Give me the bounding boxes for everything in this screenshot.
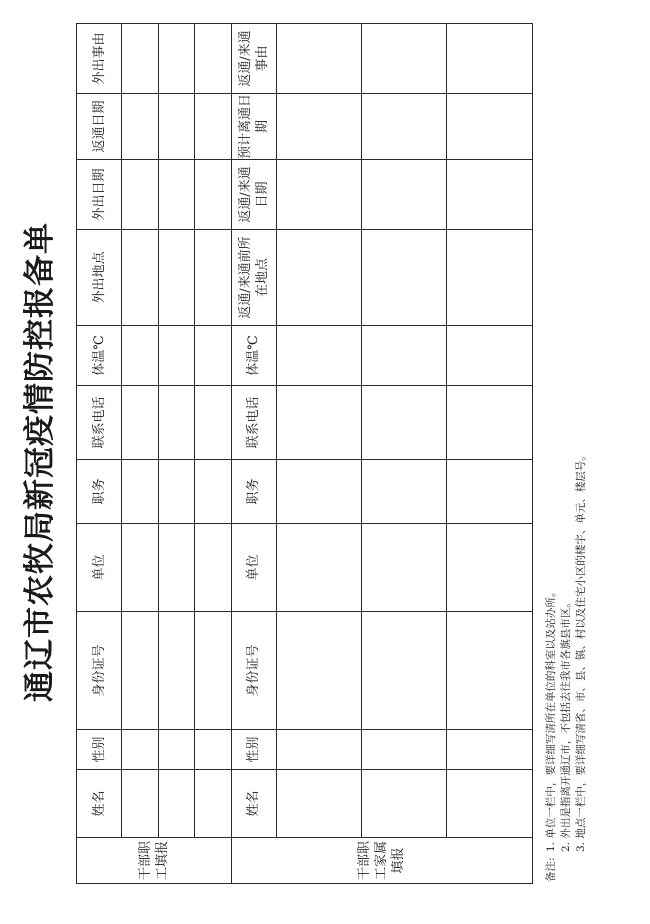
table-row [122, 24, 159, 884]
blank-cell[interactable] [276, 230, 361, 326]
blank-cell[interactable] [447, 94, 533, 160]
blank-cell[interactable] [276, 524, 361, 612]
blank-cell[interactable] [122, 230, 159, 326]
blank-cell[interactable] [122, 770, 159, 838]
note-row-3 [574, 450, 589, 882]
blank-cell[interactable] [158, 730, 195, 770]
blank-cell[interactable] [447, 730, 533, 770]
header-cell: 身份证号 [77, 612, 122, 730]
blank-cell[interactable] [276, 386, 361, 460]
blank-cell[interactable] [158, 24, 195, 94]
blank-cell[interactable] [195, 770, 232, 838]
blank-cell[interactable] [447, 386, 533, 460]
header-cell: 返通/来通前所在地点 [231, 230, 276, 326]
header-cell: 职务 [231, 460, 276, 524]
note-row-2 [559, 450, 574, 882]
blank-cell[interactable] [122, 326, 159, 386]
report-table [76, 23, 533, 884]
blank-cell[interactable] [361, 24, 446, 94]
blank-cell[interactable] [276, 24, 361, 94]
note-item-1: 1. 单位一栏中，要详细写清所在单位的科室以及站办所。 [545, 586, 557, 852]
blank-cell[interactable] [195, 160, 232, 230]
blank-cell[interactable] [447, 770, 533, 838]
blank-cell[interactable] [195, 730, 232, 770]
note-row-1 [544, 450, 559, 882]
header-cell: 外出日期 [77, 160, 122, 230]
note-item-3: 3. 地点一栏中，要详细写清省、市、县、镇、村以及住宅小区的楼宇、单元、楼层号。 [575, 450, 587, 852]
header-cell: 性别 [77, 730, 122, 770]
blank-cell[interactable] [158, 524, 195, 612]
table-row [276, 24, 361, 884]
group-label-text: 干部职工家属填报 [357, 841, 407, 881]
blank-cell[interactable] [122, 730, 159, 770]
blank-cell[interactable] [195, 24, 232, 94]
table-row [447, 24, 533, 884]
blank-cell[interactable] [122, 612, 159, 730]
blank-cell[interactable] [447, 326, 533, 386]
header-cell: 姓名 [77, 770, 122, 838]
group-label-text: 干部职工填报 [137, 841, 170, 881]
header-cell: 身份证号 [231, 612, 276, 730]
blank-cell[interactable] [361, 386, 446, 460]
note-item-2: 2. 外出是指离开通辽市，不包括去往我市各旗县市区。 [560, 597, 572, 852]
blank-cell[interactable] [158, 460, 195, 524]
blank-cell[interactable] [447, 230, 533, 326]
document-title: 通辽市农牧局新冠疫情防控报备单 [22, 222, 58, 702]
blank-cell[interactable] [361, 230, 446, 326]
blank-cell[interactable] [122, 160, 159, 230]
blank-cell[interactable] [122, 24, 159, 94]
table-row [361, 24, 446, 884]
table-row [195, 24, 232, 884]
header-cell: 返通/来通日期 [231, 160, 276, 230]
notes-label: 备注: [545, 857, 557, 882]
blank-cell[interactable] [195, 230, 232, 326]
blank-cell[interactable] [447, 612, 533, 730]
header-cell: 联系电话 [77, 386, 122, 460]
blank-cell[interactable] [361, 770, 446, 838]
blank-cell[interactable] [276, 326, 361, 386]
blank-cell[interactable] [276, 730, 361, 770]
blank-cell[interactable] [361, 730, 446, 770]
blank-cell[interactable] [158, 612, 195, 730]
blank-cell[interactable] [361, 460, 446, 524]
blank-cell[interactable] [158, 770, 195, 838]
blank-cell[interactable] [447, 524, 533, 612]
header-cell: 职务 [77, 460, 122, 524]
blank-cell[interactable] [447, 24, 533, 94]
blank-cell[interactable] [122, 386, 159, 460]
blank-cell[interactable] [122, 460, 159, 524]
blank-cell[interactable] [158, 160, 195, 230]
blank-cell[interactable] [195, 612, 232, 730]
blank-cell[interactable] [361, 160, 446, 230]
blank-cell[interactable] [447, 460, 533, 524]
blank-cell[interactable] [361, 612, 446, 730]
header-row-group-1 [77, 24, 122, 884]
header-cell: 单位 [77, 524, 122, 612]
header-row-group-2 [231, 24, 276, 884]
header-cell: 联系电话 [231, 386, 276, 460]
blank-cell[interactable] [276, 160, 361, 230]
blank-cell[interactable] [361, 524, 446, 612]
blank-cell[interactable] [447, 160, 533, 230]
notes [544, 450, 589, 882]
blank-cell[interactable] [276, 770, 361, 838]
blank-cell[interactable] [276, 460, 361, 524]
header-cell: 返通/来通事由 [231, 24, 276, 94]
blank-cell[interactable] [195, 524, 232, 612]
group-label-1 [77, 838, 232, 884]
header-cell: 姓名 [231, 770, 276, 838]
blank-cell[interactable] [361, 326, 446, 386]
blank-cell[interactable] [361, 94, 446, 160]
blank-cell[interactable] [195, 94, 232, 160]
blank-cell[interactable] [195, 326, 232, 386]
group-label-2 [231, 838, 532, 884]
blank-cell[interactable] [158, 326, 195, 386]
blank-cell[interactable] [122, 524, 159, 612]
header-cell: 返通日期 [77, 94, 122, 160]
blank-cell[interactable] [158, 230, 195, 326]
table-row [158, 24, 195, 884]
header-cell: 预计离通日期 [231, 94, 276, 160]
header-cell: 体温℃ [231, 326, 276, 386]
blank-cell[interactable] [195, 460, 232, 524]
blank-cell[interactable] [276, 94, 361, 160]
blank-cell[interactable] [158, 386, 195, 460]
header-cell: 体温℃ [77, 326, 122, 386]
header-cell: 单位 [231, 524, 276, 612]
header-cell: 外出事由 [77, 24, 122, 94]
blank-cell[interactable] [195, 386, 232, 460]
blank-cell[interactable] [122, 94, 159, 160]
blank-cell[interactable] [276, 612, 361, 730]
header-cell: 外出地点 [77, 230, 122, 326]
header-cell: 性别 [231, 730, 276, 770]
blank-cell[interactable] [158, 94, 195, 160]
